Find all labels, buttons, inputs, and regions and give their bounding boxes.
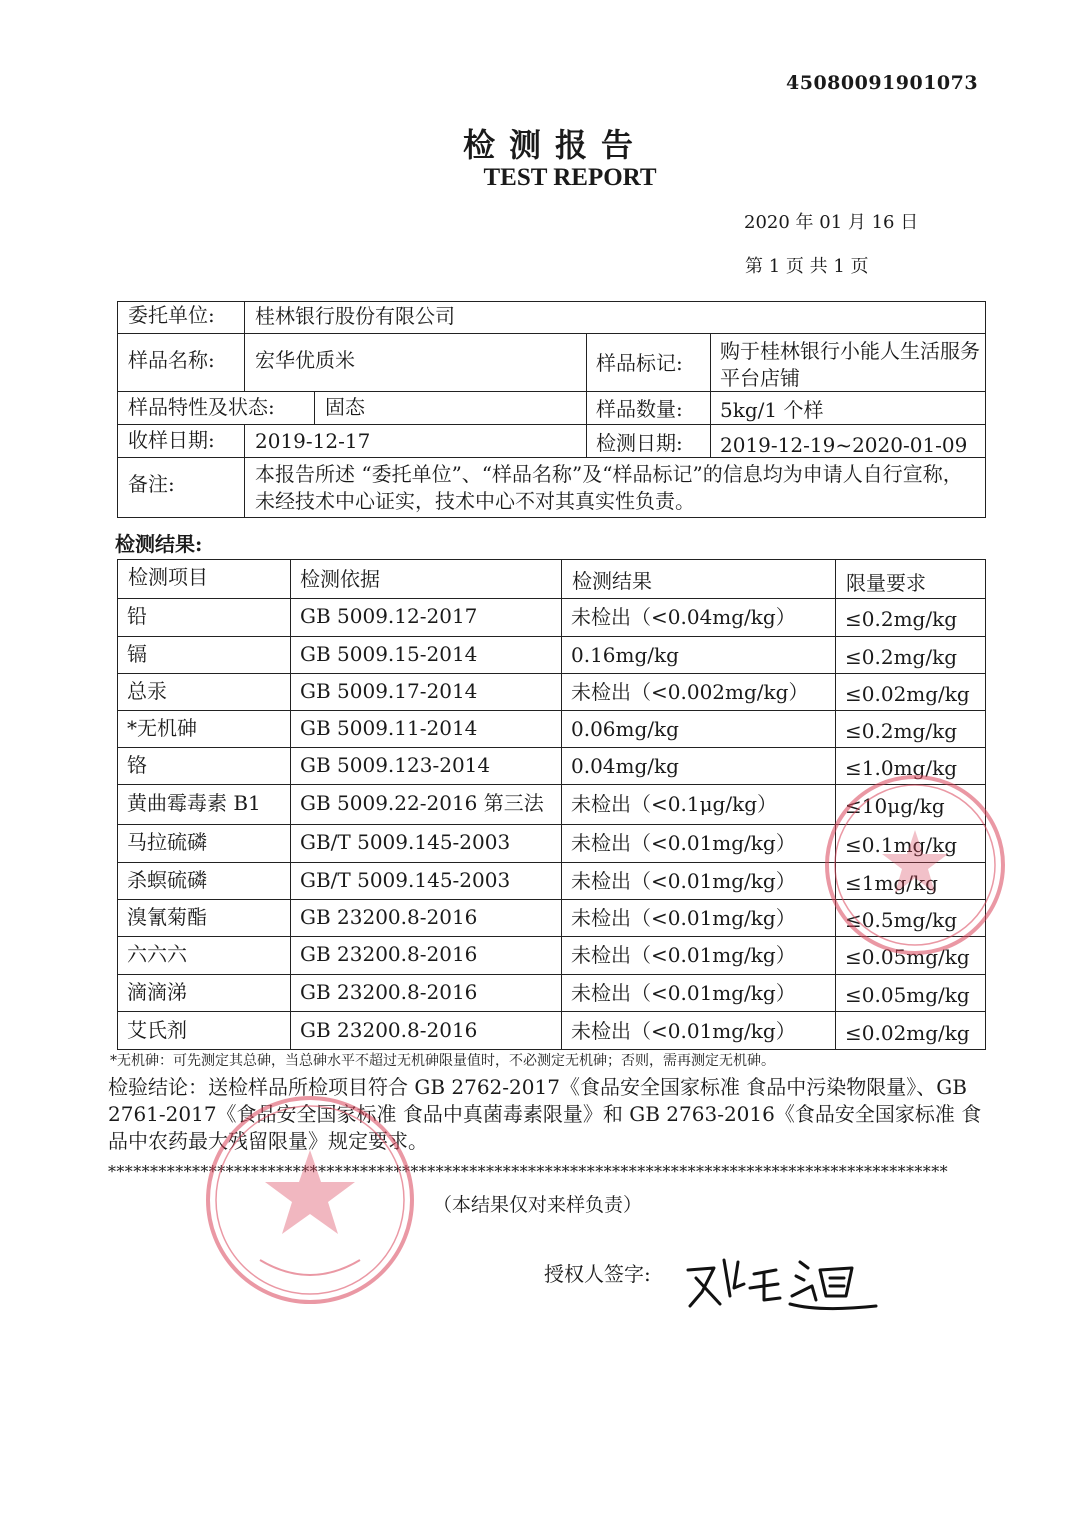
cell-method: GB/T 5009.145-2003 — [300, 830, 511, 854]
sample-mark-label: 样品标记: — [596, 351, 683, 375]
sample-name-label: 样品名称: — [128, 348, 215, 372]
cell-result: 0.06mg/kg — [571, 717, 679, 741]
header-result: 检测结果 — [572, 569, 652, 593]
sample-state-value: 固态 — [325, 395, 365, 419]
sample-qty-value: 5kg/1 个样 — [720, 398, 824, 422]
cell-result: 未检出（<0.01mg/kg） — [571, 906, 796, 930]
cell-limit: ≤1.0mg/kg — [845, 756, 957, 780]
disclaimer: （本结果仅对来样负责） — [433, 1194, 643, 1216]
cell-item: 杀螟硫磷 — [127, 868, 207, 892]
results-heading: 检测结果: — [115, 532, 203, 556]
cell-result: 0.04mg/kg — [571, 754, 679, 778]
cell-result: 未检出（<0.01mg/kg） — [571, 981, 796, 1005]
cell-result: 未检出（<0.002mg/kg） — [571, 680, 809, 704]
row-divider — [117, 636, 986, 637]
cell-method: GB 23200.8-2016 — [300, 980, 478, 1004]
cell-limit: ≤0.2mg/kg — [845, 645, 957, 669]
seal-stamp-left — [200, 1090, 420, 1310]
sample-name-value: 宏华优质米 — [255, 348, 355, 372]
cell-item: 黄曲霉毒素 B1 — [127, 791, 261, 815]
cell-limit: ≤10μg/kg — [845, 794, 945, 818]
cell-method: GB/T 5009.145-2003 — [300, 868, 511, 892]
row-divider — [117, 974, 986, 975]
cell-method: GB 5009.11-2014 — [300, 716, 478, 740]
cell-method: GB 5009.22-2016 第三法 — [300, 791, 544, 815]
cell-limit: ≤1mg/kg — [845, 871, 938, 895]
title-cn: 检测报告 — [462, 126, 647, 164]
divider — [117, 333, 986, 334]
cell-item: 铬 — [127, 753, 147, 777]
test-date-label: 检测日期: — [596, 431, 683, 455]
report-date: 2020 年 01 月 16 日 — [744, 212, 919, 233]
cell-limit: ≤0.02mg/kg — [845, 682, 970, 706]
cell-item: 马拉硫磷 — [127, 830, 207, 854]
divider — [244, 424, 245, 518]
row-divider — [117, 598, 986, 599]
cell-method: GB 23200.8-2016 — [300, 905, 478, 929]
divider — [561, 559, 562, 1050]
divider — [710, 333, 711, 457]
divider — [117, 424, 986, 425]
row-divider — [117, 747, 986, 748]
star-separator: **************************************************************************************************** — [108, 1162, 948, 1181]
cell-method: GB 23200.8-2016 — [300, 942, 478, 966]
client-label: 委托单位: — [128, 303, 215, 327]
cell-item: 溴氰菊酯 — [127, 905, 207, 929]
row-divider — [117, 673, 986, 674]
cell-method: GB 5009.15-2014 — [300, 642, 478, 666]
divider — [244, 301, 245, 391]
test-date-value: 2019-12-19~2020-01-09 — [720, 433, 968, 457]
client-value: 桂林银行股份有限公司 — [255, 304, 455, 328]
cell-item: 滴滴涕 — [127, 980, 187, 1004]
cell-method: GB 5009.12-2017 — [300, 604, 478, 628]
sample-state-label: 样品特性及状态: — [128, 395, 275, 419]
seal-stamp-right — [820, 770, 1010, 960]
cell-item: 总汞 — [127, 679, 167, 703]
title-en: TEST REPORT — [483, 164, 657, 191]
row-divider — [117, 710, 986, 711]
cell-item: 镉 — [127, 642, 147, 666]
cell-limit: ≤0.05mg/kg — [845, 983, 970, 1007]
remark-value: 本报告所述 “委托单位”、“样品名称”及“样品标记”的信息均为申请人自行宣称，未经技术中心证实，技术中心不对其真实性负责。 — [255, 462, 963, 513]
cell-result: 未检出（<0.04mg/kg） — [571, 605, 796, 629]
cell-result: 未检出（<0.01mg/kg） — [571, 869, 796, 893]
report-number: 45080091901073 — [786, 72, 979, 94]
cell-method: GB 23200.8-2016 — [300, 1018, 478, 1042]
sample-mark-value: 购于桂林银行小能人生活服务平台店铺 — [720, 339, 980, 390]
cell-method: GB 5009.17-2014 — [300, 679, 478, 703]
cell-result: 未检出（<0.01mg/kg） — [571, 943, 796, 967]
cell-result: 未检出（<0.1μg/kg） — [571, 792, 778, 816]
cell-limit: ≤0.5mg/kg — [845, 908, 957, 932]
signature-label: 授权人签字: — [544, 1262, 651, 1286]
cell-method: GB 5009.123-2014 — [300, 753, 491, 777]
cell-limit: ≤0.1mg/kg — [845, 833, 957, 857]
header-method: 检测依据 — [300, 567, 380, 591]
cell-result: 未检出（<0.01mg/kg） — [571, 1019, 796, 1043]
divider — [314, 391, 315, 424]
cell-limit: ≤0.05mg/kg — [845, 945, 970, 969]
cell-result: 0.16mg/kg — [571, 643, 679, 667]
signature-image — [680, 1248, 880, 1318]
receive-date-label: 收样日期: — [128, 428, 215, 452]
cell-limit: ≤0.2mg/kg — [845, 719, 957, 743]
cell-item: 艾氏剂 — [127, 1018, 187, 1042]
footnote: *无机砷：可先测定其总砷，当总砷水平不超过无机砷限量值时，不必测定无机砷；否则，需再测定无机砷。 — [110, 1053, 775, 1069]
cell-limit: ≤0.2mg/kg — [845, 607, 957, 631]
receive-date-value: 2019-12-17 — [255, 429, 371, 453]
row-divider — [117, 1011, 986, 1012]
cell-item: 六六六 — [127, 942, 187, 966]
sample-qty-label: 样品数量: — [596, 397, 683, 421]
header-limit: 限量要求 — [846, 571, 926, 595]
cell-result: 未检出（<0.01mg/kg） — [571, 831, 796, 855]
divider — [586, 333, 587, 457]
page-info: 第 1 页 共 1 页 — [745, 256, 869, 277]
cell-limit: ≤0.02mg/kg — [845, 1021, 970, 1045]
conclusion: 检验结论：送检样品所检项目符合 GB 2762-2017《食品安全国家标准 食品中污染物限量》、GB 2761-2017《食品安全国家标准 食品中真菌毒素限量》和 GB 2763-2016《食品安全国家标准 食品中农药最大残留限量》规定要求。 — [108, 1075, 982, 1153]
header-item: 检测项目 — [128, 565, 208, 589]
remark-label: 备注: — [128, 472, 175, 496]
divider — [290, 559, 291, 1050]
cell-item: 铅 — [127, 604, 147, 628]
cell-item: *无机砷 — [127, 716, 197, 740]
